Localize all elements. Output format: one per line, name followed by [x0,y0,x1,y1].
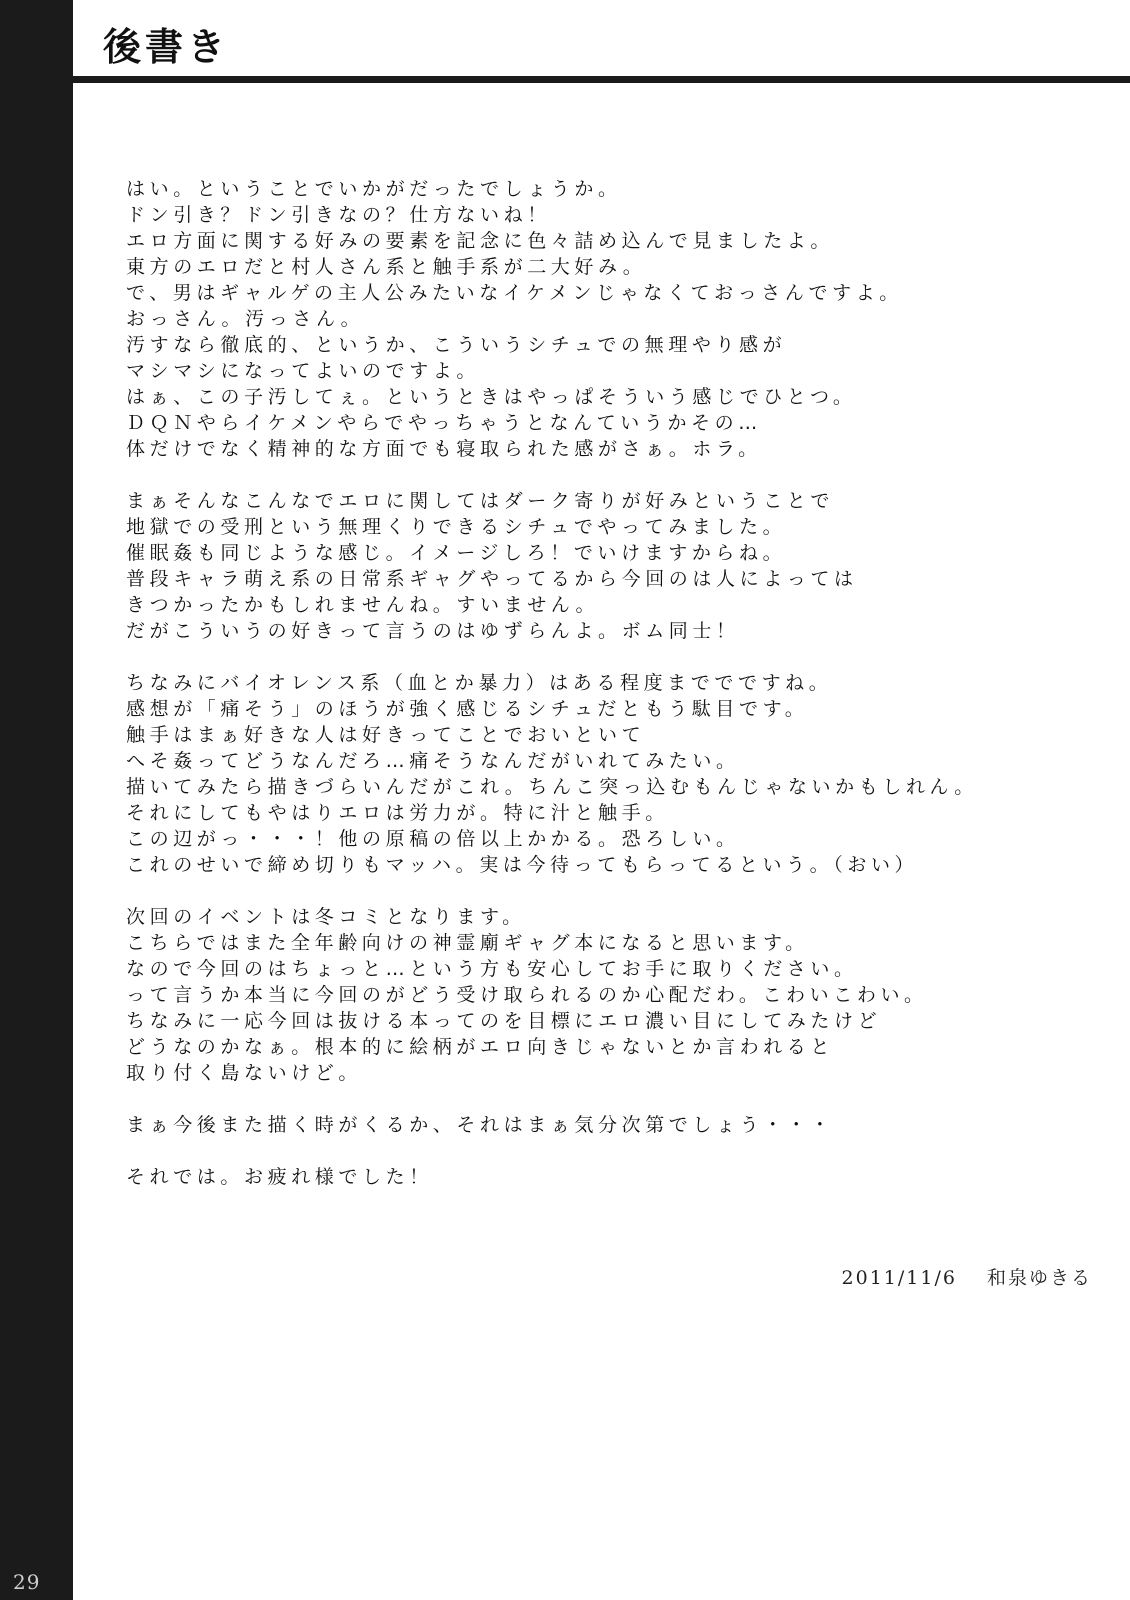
paragraph-break [126,878,1086,904]
text-line: どうなのかなぁ。根本的に絵柄がエロ向きじゃないとか言われると [126,1036,835,1058]
text-line: 普段キャラ萌え系の日常系ギャグやってるから今回のは人によっては [126,568,858,590]
text-line: で、男はギャルゲの主人公みたいなイケメンじゃなくておっさんですよ。 [126,282,903,304]
paragraph-break [126,1086,1086,1112]
text-line: って言うか本当に今回のがどう受け取られるのか心配だわ。こわいこわい。 [126,984,928,1006]
text-line: ちなみにバイオレンス系（血とか暴力）はある程度まででですね。 [126,672,833,694]
text-line: 描いてみたら描きづらいんだがこれ。ちんこ突っ込むもんじゃないかもしれん。 [126,776,978,798]
text-line: ＤＱＮやらイケメンやらでやっちゃうとなんていうかその… [126,412,762,434]
text-line: 感想が「痛そう」のほうが強く感じるシチュだともう駄目です。 [126,698,809,720]
afterword-body [126,176,1086,1190]
page-title: 後書き [103,25,230,69]
text-line: おっさん。汚っさん。 [126,308,365,330]
signature-author: 和泉ゆきる [986,1267,1092,1289]
text-line: まぁそんなこんなでエロに関してはダーク寄りが好みということで [126,490,835,512]
text-line: こちらではまた全年齢向けの神霊廟ギャグ本になると思います。 [126,932,809,954]
header-rule [73,76,1130,83]
left-margin-bar [0,0,73,1600]
text-line: 催眠姦も同じような感じ。イメージしろ！でいけますからね。 [126,542,787,564]
text-line: だがこういうの好きって言うのはゆずらんよ。ボム同士！ [126,620,740,642]
text-line: それにしてもやはりエロは労力が。特に汁と触手。 [126,802,669,824]
text-line: ちなみに一応今回は抜ける本ってのを目標にエロ濃い目にしてみたけど [126,1010,882,1032]
text-line: 取り付く島ないけど。 [126,1062,363,1084]
text-line: これのせいで締め切りもマッハ。実は今待ってもらってるという。（おい） [126,854,919,876]
text-line: マシマシになってよいのですよ。 [126,360,481,382]
signature-date: 2011/11/6 [841,1267,957,1289]
text-line: きつかったかもしれませんね。すいません。 [126,594,600,616]
text-line: 汚すなら徹底的、というか、こういうシチュでの無理やり感が [126,334,787,356]
text-line: ドン引き？ドン引きなの？仕方ないね！ [126,204,551,226]
text-line: それでは。お疲れ様でした！ [126,1166,433,1188]
text-line: 体だけでなく精神的な方面でも寝取られた感がさぁ。ホラ。 [126,438,762,460]
text-line: まぁ今後また描く時がくるか、それはまぁ気分次第でしょう・・・ [126,1114,835,1136]
text-line: 触手はまぁ好きな人は好きってことでおいといて [126,724,646,746]
text-line: へそ姦ってどうなんだろ…痛そうなんだがいれてみたい。 [126,750,740,772]
paragraph-break [126,1138,1086,1164]
text-line: この辺がっ・・・！他の原稿の倍以上かかる。恐ろしい。 [126,828,740,850]
text-line: 東方のエロだと村人さん系と触手系が二大好み。 [126,256,647,278]
paragraph-break [126,462,1086,488]
text-line: なので今回のはちょっと…という方も安心してお手に取りください。 [126,958,858,980]
text-line: はい。ということでいかがだったでしょうか。 [126,178,622,200]
text-line: 地獄での受刑という無理くりできるシチュでやってみました。 [126,516,787,538]
paragraph-break [126,644,1086,670]
text-line: はぁ、この子汚してぇ。というときはやっぱそういう感じでひとつ。 [126,386,857,408]
page-number: 29 [13,1570,41,1594]
text-line: 次回のイベントは冬コミとなります。 [126,906,526,928]
signature [842,1263,1092,1290]
text-line: エロ方面に関する好みの要素を記念に色々詰め込んで見ましたよ。 [126,230,835,252]
